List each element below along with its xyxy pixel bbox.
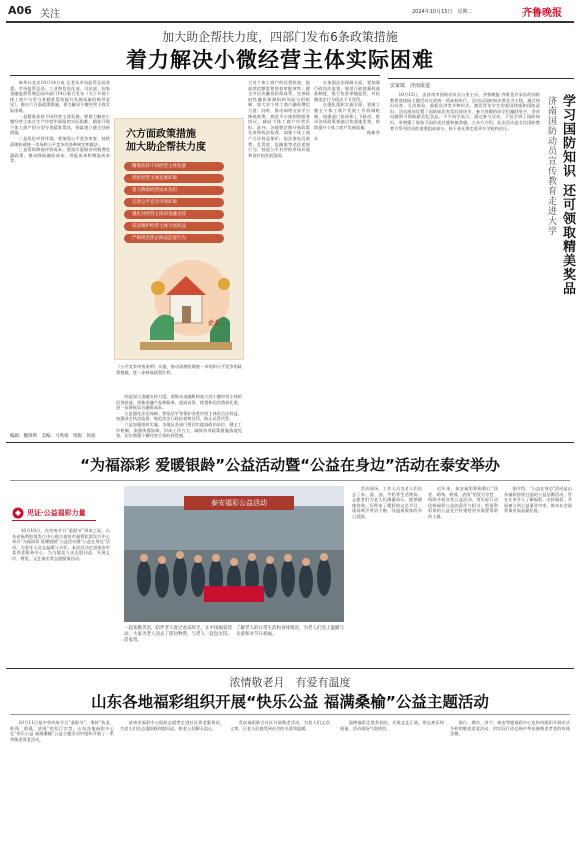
sidebar-vertical-subtitle: 济南国防动员宣传教育走进大学	[546, 96, 556, 236]
fucai-logo	[12, 507, 96, 521]
policy-item-1: 精准扶持不同经营主体发展	[124, 162, 224, 171]
policy-item-6: 依法维护经营主体合法权益	[124, 222, 224, 231]
article2-col4: 据介绍，“公益在身边”活动是山东福彩持续打造的公益品牌活动，旨在让更多人了解福彩、支持福彩，共同参与到公益事业中来，推动社会福利事业高质量发展。	[504, 486, 572, 514]
policy-illustration	[130, 248, 240, 358]
article3-title: 山东各地福彩组织开展“快乐公益 福满桑榆”公益主题活动	[91, 693, 489, 711]
sidebar-label: 安家镇 济南报道	[390, 83, 431, 89]
article1-box-caption: 《公平竞争审查条例》实施，推动清理妨碍统一市场和公平竞争的政策措施，进一步释放政策红利。	[116, 364, 242, 375]
article3-col5: 烟台、潍坊、济宁、泰安等地福彩中心也纷纷组织开展形式多样的敬老爱老活动，用实际行动弘扬中华民族敬老孝老的传统美德。	[450, 720, 570, 737]
newspaper-logo: 齐鲁晚报	[522, 8, 562, 19]
article1-col2: 四是加大金融支持力度。要推动金融机构加大对小微经营主体的信贷投放，创新金融产品和服务，提高首贷、续贷和信用贷款比重，进一步降低综合融资成本。 五是强化法治保障。要依法平等保护各类经营主体的合法权益，加强涉企执法监督，规范涉企行政检查和处罚，防止以罚代管。 六是加强组织实施。各地区各部门要切实提高政治站位，健全工作机制，加强统筹协调，形成工作合力，确保各项政策措施落地见效，切实增强小微经营主体的获得感。	[116, 394, 242, 439]
article2-col2: 活动现场，工作人员为老人们送去了米、面、油、牛奶等生活物资。志愿者们为老人们测量血压、提供健康咨询，还带来了精彩的文艺节目，现场欢声笑语不断，洋溢着浓浓的节日氛围。	[352, 486, 422, 519]
article2-col1: 10月10日，在传统节日“重阳节”到来之际，山东省福利彩票发行中心联合泰安市福利彩票发行中心举办“为福添彩 爱暖银龄”公益活动暨“公益在身边”活动，为老年人送去温暖与关怀。本次活动走进泰安市某养老服务中心，为当地老人送去慰问品，开展义诊、理发、文艺演出等志愿服务活动。	[12, 528, 110, 561]
article2-title: “为福添彩 爱暖银龄”公益活动暨“公益在身边”活动在泰安举办	[80, 456, 500, 474]
article1-col1: 新华社北京10月14日电 记者从市场监管总局获悉，市场监管总局、工业和信息化部、司法部、国家金融监督管理总局四部门14日联合发布《关于开展个体工商户分型分类精准帮扶提升发展质量的指导意见》，推出六方面政策措施，着力解决小微经营主体实际困难。 一是精准扶持不同经营主体发展。要着力解决小微经营主体在生产经营中面临的实际困难，精准开展个体工商户的分型分类精准帮扶，探索建立健全扶持措施。 二是优化经营环境。要加强公平竞争审查，持续清理妨碍统一市场和公平竞争的各种规定和做法。 三是帮助降低经营成本。要落实落细各项税费优惠政策，推动降低融资成本、用能成本和物流成本等。	[10, 80, 110, 164]
policy-item-4: 完善公平竞争市场环境	[124, 198, 224, 207]
section-name: 关注	[40, 9, 60, 20]
issue-date: 2024年10月15日 星期二	[412, 9, 473, 15]
article3-title-rule	[10, 714, 570, 715]
article1-title: 着力解决小微经营主体实际困难	[126, 48, 434, 72]
article2-title-rule	[10, 480, 570, 481]
sidebar-text: 10月15日，由济南市国防动员办公室主办、齐鲁晚报·齐鲁壹点承办的国防教育进校园主题活动在济南一所高校举行。活动以国防知识普及为主线，通过知识问答、互动体验、展板宣讲等多种形式，激发青年学生的爱国热情和国防意识。活动现场设置了国防知识有奖问答环节，参与答题的同学们踊跃举手，答对问题即可领取精美纪念品。不少同学表示，通过参与活动，不仅学到了国防知识，更增强了保家卫国的责任感和使命感。主办方介绍，此次活动是全民国防教育月系列活动的重要组成部分，接下来还将走进更多学校和社区。	[390, 92, 540, 131]
policy-item-5: 强化对经营主体的金融支持	[124, 210, 224, 219]
article1-subtitle: 加大助企帮扶力度，四部门发布6条政策措施	[162, 30, 398, 44]
article1-col4: 在加强法治保障方面，要加强行政执法监督，规范行政裁量权基准制度，推行包容审慎监管，对轻微违法行为依法不予处罚。 在强化组织实施方面，要建立健全个体工商户发展工作协调机制，加强部门协同和上下联动，推动各项政策措施尽快落地见效，持续提升个体工商户发展质量。 据新华社	[314, 80, 380, 141]
sidebar-vertical-title: 学习国防知识 还可领取精美奖品	[560, 94, 575, 296]
article3-subtitle: 浓情敬老月 有爱有温度	[229, 676, 351, 689]
policy-box-title-1: 六方面政策措施	[126, 129, 196, 140]
article1-title-rule	[10, 75, 380, 76]
policy-item-7: 严格规范涉企执法监督行为	[124, 234, 224, 243]
policy-box-title-2: 加大助企帮扶力度	[126, 142, 206, 153]
article3-col1: 10月11日是中华传统节日“重阳节”，秉持“扶老、助残、救孤、济困”的发行宗旨，山东各地福彩中心在“快乐公益 福满桑榆”公益主题活动中组织开展了一系列敬老爱老活动。	[10, 720, 114, 742]
article3-col4: 淄博福彩走进养老院，开展文艺汇演，带去欢乐和祝福，活动现场气氛热烈。	[340, 720, 444, 731]
fucai-logo-text: 见证·公益福彩力量	[27, 509, 86, 517]
policy-item-3: 着力降低经营成本负担	[124, 186, 224, 195]
photo-caption-left: 一起欢歌笑语，陪伴老人度过欢乐时光，在中国福彩活动，大家为老人送去了慰问物资，与老人一起包水饺、话家常。	[124, 626, 232, 643]
section-divider-1	[6, 442, 574, 443]
article1-col3: 大对个体工商户的信贷投放，提高授信额度和贷款审批效率；健全多层次融资担保体系，完善政府性融资担保机构风险分担机制，加大对个体工商户融资增信力度。同时，推动网络交易平台降低收费，规范平台规则和服务协议，减轻个体工商户经营负担。此外，各地要定期开展政策宣讲和执法检查，加强个体工商户合法权益保护，依法查处乱收费、乱罚款、乱摊派等违法违规行为，营造公平有序的市场环境和良好的发展氛围。	[248, 80, 310, 158]
page-number: A06	[8, 4, 32, 17]
header-rule	[6, 21, 574, 23]
article3-col2: 济南市福彩中心组织志愿者走进社区养老服务站，为老人们送去重阳糕和慰问品，陪老人们聊天谈心。	[120, 720, 224, 731]
policy-illustration-label: 企业	[208, 320, 221, 327]
policy-item-2: 优化经营主体发展环境	[124, 174, 224, 183]
photo-caption-right: 了解老人的日常生活和身体情况，为老人们送上温暖与关爱和对节日祝福。	[236, 626, 344, 637]
charity-photo-banner: 泰安福彩公益活动	[211, 499, 267, 507]
fucai-logo-icon	[12, 507, 24, 519]
article3-col3: 青岛福彩联合社区开展敬老活动，为老人们义诊、义剪，让老人们感受到社会的关爱和温暖。	[230, 720, 334, 731]
section-divider-2	[6, 668, 574, 669]
sidebar-top-rule	[388, 78, 574, 79]
article2-col3: 近年来，泰安福彩积极践行“扶老、助残、救孤、济困”的发行宗旨，持续开展各类公益活动，用实际行动诠释福彩公益的责任与担当，把福利彩票的公益光芒传递给更多需要帮助的人群。	[428, 486, 498, 519]
charity-photo	[124, 486, 344, 622]
editor-line: 编辑：魏锋利 美编：马秀娟 组版：侯波	[10, 434, 96, 439]
